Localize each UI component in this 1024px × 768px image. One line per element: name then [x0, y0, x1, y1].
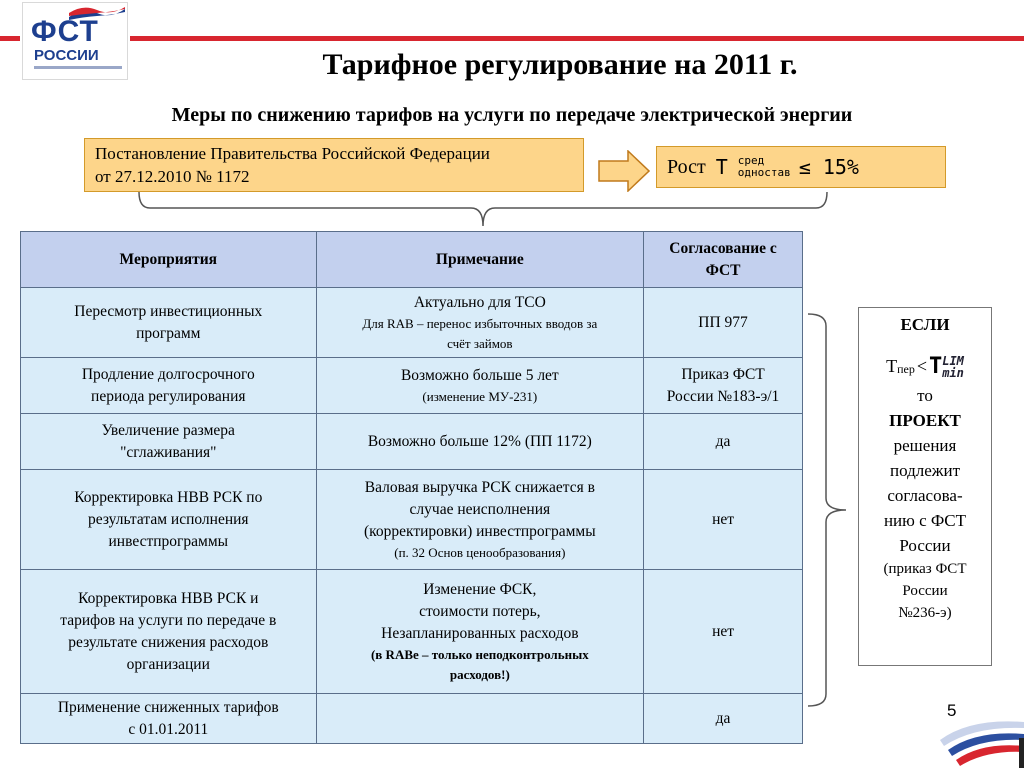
- flag-wave-decoration-icon: [930, 700, 1024, 768]
- condition-text: России: [899, 536, 951, 555]
- condition-if: ЕСЛИ: [900, 315, 950, 334]
- cell-text: ПП 977: [698, 313, 748, 331]
- growth-box: [656, 146, 946, 188]
- cell-text: счёт займов: [447, 335, 513, 351]
- growth-sup: сред: [737, 154, 765, 167]
- cell-approval: [644, 288, 803, 358]
- condition-inequality: [859, 337, 991, 383]
- cell-text: Валовая выручка РСК снижается в: [364, 478, 595, 496]
- condition-min: min: [942, 366, 964, 380]
- cell-approval: [644, 414, 803, 470]
- cell-measure: [21, 694, 317, 744]
- right-brace: [806, 312, 856, 708]
- cell-text: Приказ ФСТ: [681, 365, 765, 383]
- cell-approval: [644, 570, 803, 694]
- logo-abbr: ФСТ: [31, 15, 99, 48]
- growth-relation: ≤ 15%: [798, 155, 859, 179]
- condition-then: то: [917, 386, 933, 405]
- growth-scripts: [738, 155, 791, 179]
- cell-text: (п. 32 Основ ценообразования): [394, 544, 566, 560]
- decree-line-1: Постановление Правительства Российской Федерации: [95, 144, 490, 163]
- cell-note: [316, 570, 644, 694]
- cell-measure: [21, 414, 317, 470]
- condition-text: подлежит: [889, 461, 961, 480]
- decree-line-2: от 27.12.2010 № 1172: [95, 167, 250, 186]
- cell-text: (корректировки) инвестпрограммы: [364, 522, 596, 540]
- condition-lim: LIM: [942, 354, 964, 368]
- cell-text: "сглаживания": [120, 443, 217, 461]
- condition-text: решения: [893, 436, 957, 455]
- cell-note: [316, 694, 644, 744]
- condition-source: России: [902, 583, 948, 599]
- header-approval: [644, 232, 803, 288]
- cell-text: Изменение ФСК,: [423, 580, 537, 598]
- table-row: [21, 694, 803, 744]
- header-approval-l2: ФСТ: [705, 261, 741, 279]
- growth-symbol: T: [715, 155, 728, 179]
- condition-source: №236-э): [898, 605, 952, 621]
- cell-text: (в RABе – только неподконтрольных: [370, 646, 589, 662]
- cell-approval: [644, 358, 803, 414]
- cell-text: результатам исполнения: [88, 510, 249, 528]
- table-row: [21, 358, 803, 414]
- cell-text: тарифов на услуги по передаче в: [60, 611, 277, 629]
- header-measure: Мероприятия: [21, 232, 317, 288]
- header-red-line-left: [0, 36, 20, 41]
- page-number: 5: [947, 701, 957, 720]
- header-note: Примечание: [316, 232, 644, 288]
- cell-text: да: [715, 709, 731, 727]
- condition-text: нию с ФСТ: [883, 511, 967, 530]
- cell-approval: [644, 694, 803, 744]
- cell-text: России №183-э/1: [666, 387, 780, 405]
- cell-text: периода регулирования: [91, 387, 246, 405]
- cell-text: нет: [712, 510, 735, 528]
- logo-subline: [34, 66, 122, 69]
- fst-logo: [22, 2, 128, 80]
- cell-text: Применение сниженных тарифов: [57, 698, 279, 716]
- condition-scripts: [942, 355, 964, 379]
- condition-box: [858, 307, 992, 666]
- cell-text: Возможно больше 5 лет: [400, 366, 559, 384]
- cell-note: [316, 470, 644, 570]
- cell-note: [316, 358, 644, 414]
- cell-text: стоимости потерь,: [419, 602, 541, 620]
- cell-text: результате снижения расходов: [68, 633, 269, 651]
- table-row: [21, 288, 803, 358]
- condition-project: ПРОЕКТ: [889, 411, 961, 430]
- cell-text: с 01.01.2011: [128, 720, 209, 738]
- cell-note: [316, 414, 644, 470]
- header-approval-l1: Согласование с: [669, 239, 777, 257]
- condition-lt: <: [916, 356, 927, 376]
- cell-text: Продление долгосрочного: [81, 365, 255, 383]
- cell-text: расходов!): [449, 666, 510, 682]
- cell-text: Для RAB – перенос избыточных вводов за: [362, 315, 598, 331]
- cell-measure: [21, 570, 317, 694]
- cell-text: программ: [136, 324, 201, 342]
- cell-text: Возможно больше 12% (ПП 1172): [367, 432, 592, 450]
- cell-text: Корректировка НВВ РСК по: [74, 488, 263, 506]
- table-header-row: [21, 232, 803, 288]
- cell-text: да: [715, 432, 731, 450]
- cell-text: нет: [712, 622, 735, 640]
- top-brace: [138, 190, 828, 230]
- page-subtitle: Меры по снижению тарифов на услуги по передаче электрической энергии: [171, 104, 853, 126]
- condition-per: пер: [897, 362, 915, 376]
- condition-tbig: T: [928, 354, 943, 379]
- cell-text: (изменение МУ-231): [422, 388, 538, 404]
- cell-approval: [644, 470, 803, 570]
- cell-text: инвестпрограммы: [108, 532, 229, 550]
- table-row: [21, 570, 803, 694]
- header-red-line-right: [130, 36, 1024, 41]
- cell-text: Увеличение размера: [101, 421, 235, 439]
- growth-sub: одностав: [737, 166, 791, 179]
- logo-country: РОССИИ: [34, 47, 99, 64]
- decree-box: [84, 138, 584, 192]
- cell-text: Корректировка НВВ РСК и: [78, 589, 259, 607]
- right-arrow-icon: [598, 150, 650, 192]
- cell-text: организации: [126, 655, 210, 673]
- cell-measure: [21, 470, 317, 570]
- growth-word: Рост: [667, 155, 706, 178]
- condition-t: Т: [886, 356, 898, 376]
- table-row: [21, 414, 803, 470]
- corner-mark: [1019, 738, 1024, 768]
- condition-text: согласова-: [887, 486, 963, 505]
- cell-text: Незапланированных расходов: [381, 624, 579, 642]
- cell-text: Пересмотр инвестиционных: [74, 302, 263, 320]
- page-title: Тарифное регулирование на 2011 г.: [322, 48, 798, 81]
- cell-note: [316, 288, 644, 358]
- cell-text: Актуально для ТСО: [413, 293, 546, 311]
- table-row: [21, 470, 803, 570]
- cell-measure: [21, 288, 317, 358]
- measures-table: [20, 231, 803, 744]
- cell-measure: [21, 358, 317, 414]
- cell-text: случае неисполнения: [409, 500, 551, 518]
- condition-source: (приказ ФСТ: [883, 561, 967, 577]
